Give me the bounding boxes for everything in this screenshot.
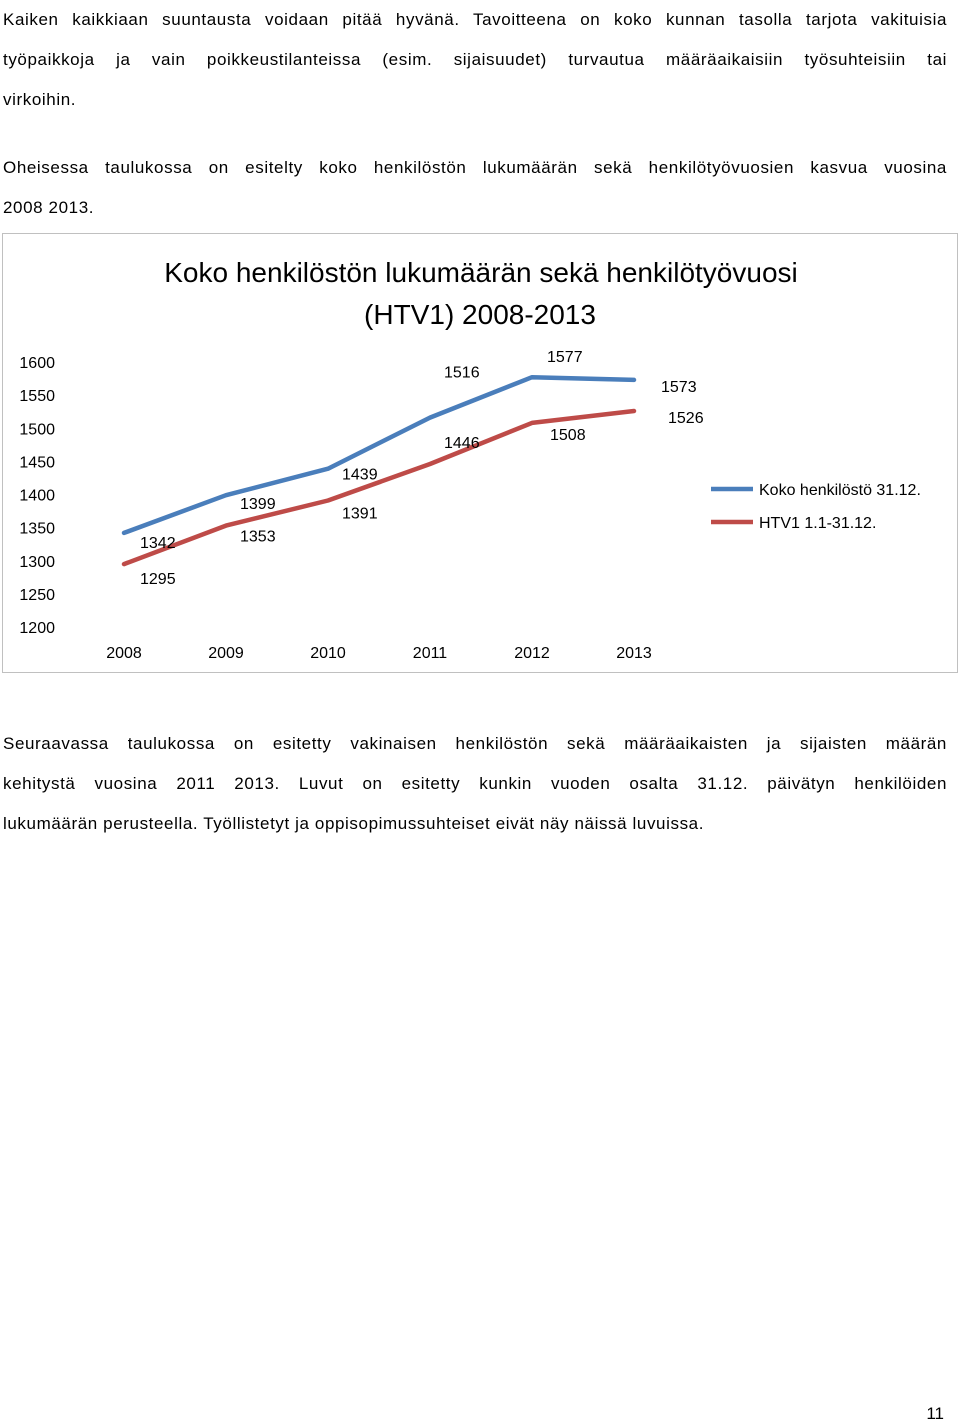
text-line: kehitystä vuosina 2011 2013. Luvut on esitetty kunkin vuoden osalta 31.12. päivätyn henkilöiden (3, 774, 947, 793)
page-number: 11 (926, 1404, 944, 1423)
legend-label: Koko henkilöstö 31.12. (759, 482, 921, 499)
y-tick-label: 1300 (19, 553, 55, 571)
chart-title (164, 257, 798, 330)
series-line (124, 377, 634, 533)
data-label: 1573 (661, 378, 697, 396)
y-tick-label: 1550 (19, 388, 55, 406)
y-tick-label: 1450 (19, 454, 55, 472)
chart-title-line: Koko henkilöstön lukumäärän sekä henkilötyövuosi (164, 257, 798, 288)
data-label: 1508 (550, 426, 586, 444)
text-line: virkoihin. (3, 90, 77, 109)
line-chart (3, 234, 957, 672)
paragraph-table-intro (3, 148, 947, 228)
data-label: 1439 (342, 466, 378, 484)
chart-title-line: (HTV1) 2008-2013 (364, 299, 596, 330)
chart-legend (711, 482, 921, 532)
text-line: Kaiken kaikkiaan suuntausta voidaan pitää hyvänä. Tavoitteena on koko kunnan tasolla tarjota vakituisia (3, 10, 947, 29)
text-line: työpaikkoja ja vain poikkeustilanteissa (esim. sijaisuudet) turvautua määräaikaisiin työsuhteisiin tai (3, 50, 947, 69)
data-label: 1353 (240, 528, 276, 546)
paragraph-next-table (3, 724, 947, 844)
paragraph-intro (3, 0, 947, 120)
data-label: 1295 (140, 571, 176, 589)
x-tick-label: 2010 (310, 645, 346, 662)
text-line: 2008 2013. (3, 198, 95, 217)
y-axis (19, 355, 55, 637)
legend-label: HTV1 1.1-31.12. (759, 515, 877, 532)
chart-container (2, 233, 958, 673)
y-tick-label: 1600 (19, 355, 55, 372)
y-tick-label: 1350 (19, 520, 55, 538)
y-tick-label: 1200 (19, 620, 55, 637)
data-label: 1391 (342, 505, 378, 523)
text-line: lukumäärän perusteella. Työllistetyt ja oppisopimussuhteiset eivät näy näissä luvuissa. (3, 814, 705, 833)
x-tick-label: 2008 (106, 645, 142, 662)
text-line: Oheisessa taulukossa on esitelty koko henkilöstön lukumäärän sekä henkilötyövuosien kasvua vuosina (3, 158, 947, 177)
series-lines (124, 377, 634, 564)
data-label: 1526 (668, 410, 704, 428)
y-tick-label: 1500 (19, 421, 55, 439)
y-tick-label: 1250 (19, 586, 55, 604)
y-tick-label: 1400 (19, 487, 55, 505)
data-label: 1577 (547, 349, 583, 367)
data-label: 1399 (240, 496, 276, 514)
text-line: Seuraavassa taulukossa on esitetty vakinaisen henkilöstön sekä määräaikaisten ja sijaisten määrän (3, 734, 947, 753)
x-tick-label: 2013 (616, 645, 652, 662)
x-tick-label: 2011 (412, 645, 448, 662)
data-label: 1446 (444, 435, 480, 453)
data-label: 1342 (140, 534, 176, 552)
data-label: 1516 (444, 364, 480, 382)
x-axis (106, 645, 652, 662)
x-tick-label: 2009 (208, 645, 244, 662)
x-tick-label: 2012 (514, 645, 550, 662)
